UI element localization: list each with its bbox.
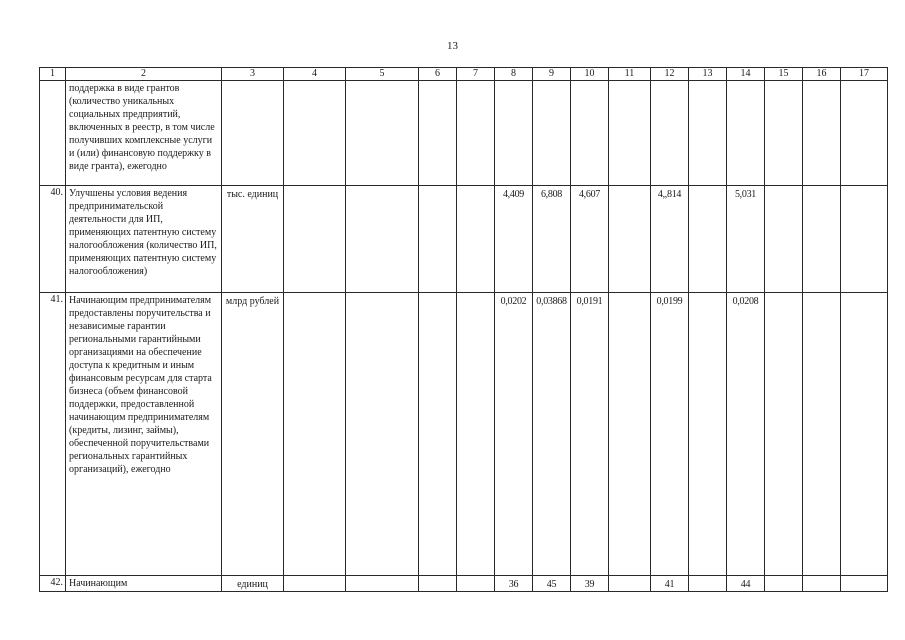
col-header: 10 — [571, 68, 609, 81]
value-col-8: 36 — [495, 576, 533, 592]
value-col-8: 0,0202 — [495, 293, 533, 576]
row-unit: млрд рублей — [222, 293, 284, 576]
col-header: 7 — [457, 68, 495, 81]
row-number: 40. — [40, 186, 66, 293]
value-col-9: 6,808 — [533, 186, 571, 293]
value-col-14: 5,031 — [727, 186, 765, 293]
value-col-14 — [727, 81, 765, 186]
row-description: Начинающим — [66, 576, 222, 592]
value-col-10 — [571, 81, 609, 186]
col-header: 16 — [803, 68, 841, 81]
col-header: 17 — [841, 68, 888, 81]
row-number: 42. — [40, 576, 66, 592]
value-col-8 — [495, 81, 533, 186]
col-header: 14 — [727, 68, 765, 81]
row-description: Начинающим предпринимателям предоставлены поручительства и независимые гарантии региональными гарантийными организациями на обеспечение доступа к кредитным и иным финансовым ресурсам для старта бизнеса (объем финансовой поддержки, предоставленной начинающим предпринимателям (кредиты, лизинг, займы), обеспеченной поручительствами региональных гарантийных организаций), ежегодно — [66, 293, 222, 576]
value-col-14: 44 — [727, 576, 765, 592]
indicators-table — [39, 67, 888, 592]
table-row — [40, 186, 888, 293]
col-header: 9 — [533, 68, 571, 81]
value-col-9 — [533, 81, 571, 186]
row-number: 41. — [40, 293, 66, 576]
col-header: 4 — [284, 68, 346, 81]
value-col-14: 0,0208 — [727, 293, 765, 576]
value-col-10: 4,607 — [571, 186, 609, 293]
col-header: 6 — [419, 68, 457, 81]
col-header: 2 — [66, 68, 222, 81]
col-header: 12 — [651, 68, 689, 81]
table-row — [40, 81, 888, 186]
col-header: 5 — [346, 68, 419, 81]
value-col-12: 0,0199 — [651, 293, 689, 576]
value-col-9: 0,03868 — [536, 296, 567, 307]
value-col-8: 4,409 — [495, 186, 533, 293]
col-header: 11 — [609, 68, 651, 81]
value-col-12: 41 — [651, 576, 689, 592]
page-number: 13 — [447, 40, 458, 52]
col-header: 15 — [765, 68, 803, 81]
value-col-9: 45 — [533, 576, 571, 592]
col-header: 1 — [40, 68, 66, 81]
row-number — [40, 81, 66, 186]
row-unit: тыс. единиц — [222, 186, 284, 293]
table-row — [40, 576, 888, 592]
row-unit: единиц — [222, 576, 284, 592]
col-header: 3 — [222, 68, 284, 81]
row-description: Улучшены условия ведения предпринимательской деятельности для ИП, применяющих патентную систему налогообложения (количество ИП, применяющих патентную систему налогообложения) — [66, 186, 222, 293]
value-col-12 — [651, 81, 689, 186]
row-unit — [222, 81, 284, 186]
value-col-12: 4,,814 — [651, 186, 689, 293]
value-col-10: 39 — [571, 576, 609, 592]
row-description: поддержка в виде грантов (количество уникальных социальных предприятий, включенных в реестр, в том числе получивших комплексные услуги и (или) финансовую поддержку в виде гранта), ежегодно — [66, 81, 222, 186]
value-col-10: 0,0191 — [571, 293, 609, 576]
table-row — [40, 293, 888, 576]
header-row — [40, 68, 888, 81]
col-header: 8 — [495, 68, 533, 81]
col-header: 13 — [689, 68, 727, 81]
